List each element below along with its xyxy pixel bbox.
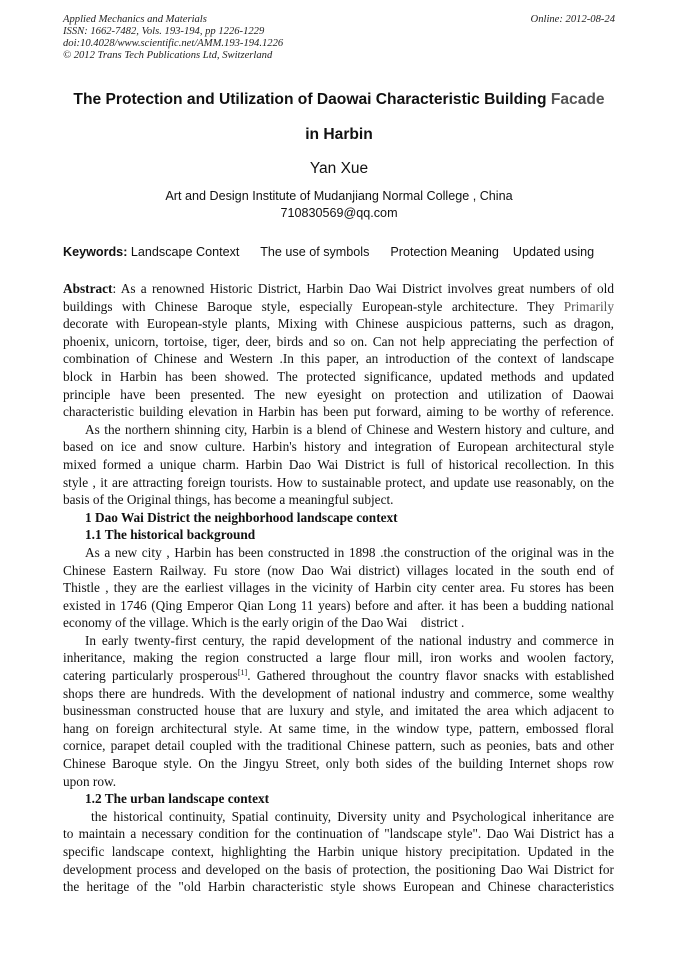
issn: ISSN: 1662-7482, Vols. 193-194, pp 1226-1229 bbox=[63, 26, 265, 37]
journal-name: Applied Mechanics and Materials bbox=[63, 14, 207, 25]
text-line: specific landscape context, highlighting the Harbin unique history precipitation. Updated in the bbox=[63, 844, 614, 859]
paragraph bbox=[63, 544, 614, 632]
text-line: businessman constructed house that are luxury and style, and imitated the area which adjacent to bbox=[63, 703, 614, 719]
abstract-label: Abstract bbox=[63, 281, 113, 296]
text-line: style , it are attracting foreign tourists. How to sustainable protect, and update use reasonably, on the bbox=[63, 474, 614, 490]
text-line: development process and developed on the basis of protection, the positioning Dao Wai District for bbox=[63, 861, 614, 877]
subsection-heading: 1.1 The historical background bbox=[85, 527, 256, 543]
affiliation: Art and Design Institute of Mudanjiang Normal College , China bbox=[165, 189, 513, 203]
online-date: Online: 2012-08-24 bbox=[530, 14, 615, 25]
text-line: existed in 1746 (Qing Emperor Qian Long 11 years) before and after. it has been a budding national bbox=[63, 597, 614, 613]
abstract-line: buildings with Chinese Baroque style, especially European-style architecture. They Primarily bbox=[63, 298, 614, 314]
keywords-label: Keywords: bbox=[63, 245, 128, 259]
text-line: the heritage of the "old Harbin characteristic style shows European and Chinese characteristics bbox=[63, 879, 614, 895]
paper-title-line-1 bbox=[0, 91, 678, 109]
text-line: cornice, parapet detail coupled with the traditional Chinese pattern, such as peonies, bats and other bbox=[63, 738, 614, 754]
text-line: Chinese Baroque style. On the Jingyu Street, only both sides of the building Internet shops row bbox=[63, 756, 614, 772]
keyword: Protection Meaning bbox=[390, 245, 499, 259]
text-line: catering particularly prosperous[1]. Gathered throughout the country flavor snacks with established bbox=[63, 668, 614, 684]
text-line: Chinese Eastern Railway. Fu store (now Dao Wai district) villages located in the south end of bbox=[63, 562, 614, 578]
text-line: mixed formed a unique charm. Harbin Dao Wai District is full of historical recollection. In this bbox=[63, 456, 614, 472]
text-line: based on ice and snow culture. Harbin's history and integration of European architectural style bbox=[63, 439, 614, 455]
paper-title-line-2: in Harbin bbox=[305, 126, 373, 143]
text-line: inheritance, making the region constructed a large flour mill, iron works and woolen factory, bbox=[63, 650, 614, 666]
paragraph bbox=[63, 808, 614, 896]
publication-info bbox=[63, 14, 283, 62]
paper-body bbox=[63, 280, 614, 896]
text-line: upon row. bbox=[63, 773, 117, 789]
text-line: hang on foreign architectural style. At same time, in the window type, pattern, embossed floral bbox=[63, 720, 614, 736]
abstract bbox=[63, 280, 614, 421]
doi: doi:10.4028/www.scientific.net/AMM.193-194.1226 bbox=[63, 38, 284, 49]
abstract-line: phoenix, unicorn, tortoise, tiger, deer, birds and so on. Can not help appreciating the perfection of bbox=[63, 333, 614, 349]
abstract-line: decorate with European-style plants, Mixing with Chinese auspicious patterns, such as dragon, bbox=[63, 316, 614, 332]
text-line: As the northern shinning city, Harbin is a blend of Chinese and Western history and culture, and bbox=[85, 421, 614, 437]
text-line: to maintain a necessary condition for the continuation of "landscape style". Dao Wai District has a bbox=[63, 826, 614, 842]
abstract-line: combination of Chinese and Western .In this paper, an introduction of the context of landscape bbox=[63, 351, 614, 367]
text-line: shops there are hundreds. With the development of national industry and commerce, some wealthy bbox=[63, 685, 614, 701]
text-line: Thistle , they are the earliest villages in the vicinity of Harbin city center area. Fu stores has been bbox=[63, 580, 614, 596]
citation: [1] bbox=[237, 668, 248, 678]
text-line: economy of the village. Which is the early origin of the Dao Wai district . bbox=[63, 615, 465, 631]
keyword: Updated using bbox=[512, 245, 595, 259]
paragraph bbox=[63, 632, 614, 790]
text-line: In early twenty-first century, the rapid development of the national industry and commerce in bbox=[85, 632, 614, 648]
copyright: © 2012 Trans Tech Publications Ltd, Switzerland bbox=[63, 50, 273, 61]
text-line: the historical continuity, Spatial continuity, Diversity unity and Psychological inheritance are bbox=[91, 808, 614, 824]
subsection-heading: 1.2 The urban landscape context bbox=[85, 791, 270, 807]
intro-paragraph bbox=[63, 421, 614, 509]
author-name: Yan Xue bbox=[309, 160, 369, 177]
abstract-line: Abstract: As a renowned Historic District, Harbin Dao Wai District involves great numbers of old bbox=[63, 281, 614, 296]
text-line: basis of the Original things, has become a meaningful subject. bbox=[63, 492, 394, 508]
keyword: Landscape Context bbox=[130, 245, 240, 259]
author-email: 710830569@qq.com bbox=[280, 206, 398, 220]
abstract-line: characteristic building elevation in Harbin has been put forward, aiming to be worthy of reference. bbox=[63, 404, 614, 420]
section-heading: 1 Dao Wai District the neighborhood landscape context bbox=[85, 509, 398, 525]
abstract-line: block in Harbin has been showed. The protected significance, updated methods and updated bbox=[63, 368, 614, 384]
title-text: The Protection and Utilization of Daowai Characteristic Building bbox=[73, 91, 551, 108]
abstract-line: principle have been presented. The new eyesight on protection and utilization of Daowai bbox=[63, 386, 614, 402]
keywords bbox=[63, 245, 594, 259]
title-text-facade: Facade bbox=[550, 91, 605, 108]
text-line: As a new city , Harbin has been constructed in 1898 .the construction of the original was in the bbox=[85, 544, 614, 560]
keyword: The use of symbols bbox=[260, 245, 370, 259]
